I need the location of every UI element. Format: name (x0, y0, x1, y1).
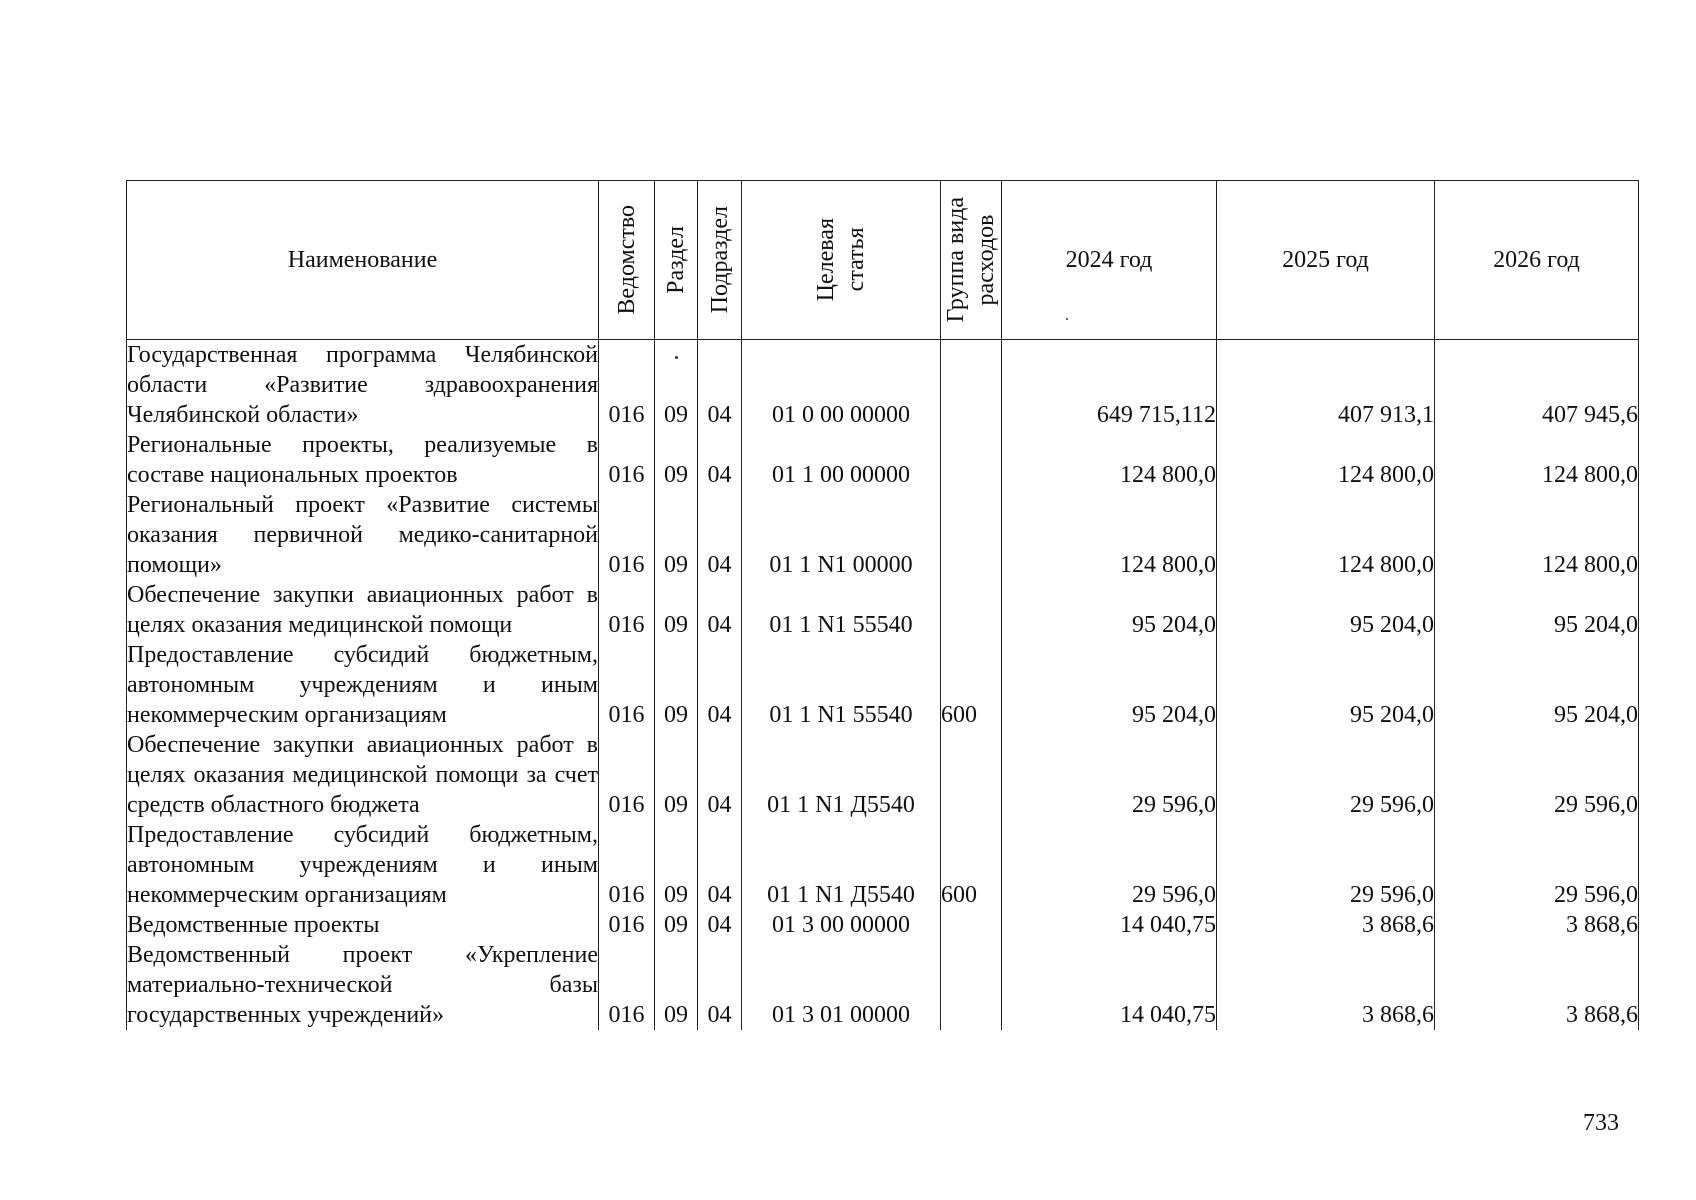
row-amount-2024: 14 040,75 (1002, 910, 1217, 940)
row-department: 016 (599, 640, 655, 730)
header-year-2024: 2024 год (1002, 181, 1217, 340)
row-target-article: 01 1 00 00000 (742, 430, 941, 490)
row-target-article: 01 3 00 00000 (742, 910, 941, 940)
row-name: Ведомственный проект «Укрепление материально-технической базы государственных учреждений» (127, 942, 598, 1028)
header-year-2025: 2025 год (1217, 181, 1435, 340)
row-target-article: 01 1 N1 00000 (742, 490, 941, 580)
header-department: Ведомство (599, 181, 655, 340)
row-section: 09 (655, 940, 698, 1030)
row-section: 09 (655, 820, 698, 910)
row-target-article: 01 1 N1 Д5540 (742, 730, 941, 820)
row-amount-2024: 95 204,0 (1002, 580, 1217, 640)
row-expense-group (941, 910, 1002, 940)
row-name: Обеспечение закупки авиационных работ в целях оказания медицинской помощи за счет средств областного бюджета (127, 732, 598, 818)
table-row (127, 910, 1639, 940)
row-amount-2025: 124 800,0 (1217, 430, 1435, 490)
row-subsection: 04 (698, 820, 742, 910)
row-target-article: 01 1 N1 Д5540 (742, 820, 941, 910)
row-department: 016 (599, 490, 655, 580)
row-amount-2026: 29 596,0 (1435, 730, 1639, 820)
row-subsection: 04 (698, 640, 742, 730)
row-name: Региональный проект «Развитие системы оказания первичной медико-санитарной помощи» (127, 492, 598, 578)
row-amount-2026: 124 800,0 (1435, 430, 1639, 490)
row-expense-group (941, 430, 1002, 490)
row-department: 016 (599, 730, 655, 820)
header-target-article: Целевая статья (742, 181, 941, 340)
row-expense-group (941, 580, 1002, 640)
row-section: 09 (655, 340, 698, 431)
row-subsection: 04 (698, 430, 742, 490)
row-target-article: 01 0 00 00000 (742, 340, 941, 431)
row-department: 016 (599, 820, 655, 910)
row-subsection: 04 (698, 910, 742, 940)
row-department: 016 (599, 340, 655, 431)
row-section: 09 (655, 730, 698, 820)
table-row (127, 490, 1639, 580)
row-amount-2024: 124 800,0 (1002, 430, 1217, 490)
row-expense-group: 600 (941, 820, 1002, 910)
row-section: 09 (655, 580, 698, 640)
row-amount-2026: 95 204,0 (1435, 580, 1639, 640)
row-amount-2025: 95 204,0 (1217, 640, 1435, 730)
row-section: 09 (655, 490, 698, 580)
row-amount-2026: 29 596,0 (1435, 820, 1639, 910)
table-row (127, 820, 1639, 910)
row-amount-2024: 649 715,112 (1002, 340, 1217, 431)
budget-table (126, 180, 1639, 1030)
row-amount-2026: 3 868,6 (1435, 940, 1639, 1030)
table-row (127, 940, 1639, 1030)
header-expense-group: Группа вида расходов (941, 181, 1002, 340)
row-target-article: 01 1 N1 55540 (742, 640, 941, 730)
row-subsection: 04 (698, 580, 742, 640)
row-subsection: 04 (698, 490, 742, 580)
header-section: Раздел (655, 181, 698, 340)
row-amount-2025: 3 868,6 (1217, 910, 1435, 940)
row-name: Региональные проекты, реализуемые в составе национальных проектов (127, 432, 598, 488)
header-row (127, 181, 1639, 340)
row-amount-2026: 407 945,6 (1435, 340, 1639, 431)
row-subsection: 04 (698, 340, 742, 431)
row-amount-2025: 407 913,1 (1217, 340, 1435, 431)
row-department: 016 (599, 940, 655, 1030)
row-amount-2025: 95 204,0 (1217, 580, 1435, 640)
row-amount-2024: 29 596,0 (1002, 820, 1217, 910)
row-name: Предоставление субсидий бюджетным, автономным учреждениям и иным некоммерческим организациям (127, 642, 598, 728)
row-expense-group (941, 730, 1002, 820)
row-amount-2024: 124 800,0 (1002, 490, 1217, 580)
row-target-article: 01 1 N1 55540 (742, 580, 941, 640)
row-amount-2026: 95 204,0 (1435, 640, 1639, 730)
row-amount-2024: 29 596,0 (1002, 730, 1217, 820)
row-department: 016 (599, 430, 655, 490)
scan-dot (1066, 318, 1068, 320)
row-amount-2024: 14 040,75 (1002, 940, 1217, 1030)
table-row (127, 580, 1639, 640)
row-name: Предоставление субсидий бюджетным, автономным учреждениям и иным некоммерческим организациям (127, 822, 598, 908)
row-section: 09 (655, 430, 698, 490)
table-row (127, 430, 1639, 490)
row-amount-2025: 124 800,0 (1217, 490, 1435, 580)
table-row (127, 640, 1639, 730)
row-amount-2025: 29 596,0 (1217, 820, 1435, 910)
row-expense-group: 600 (941, 640, 1002, 730)
header-name: Наименование (127, 181, 599, 340)
row-expense-group (941, 340, 1002, 431)
row-name: Ведомственные проекты (127, 910, 599, 940)
header-year-2026: 2026 год (1435, 181, 1639, 340)
row-section: 09 (655, 640, 698, 730)
row-section: 09 (655, 910, 698, 940)
header-subsection: Подраздел (698, 181, 742, 340)
row-amount-2025: 29 596,0 (1217, 730, 1435, 820)
row-department: 016 (599, 910, 655, 940)
scan-dot (675, 356, 678, 359)
row-amount-2026: 124 800,0 (1435, 490, 1639, 580)
table-row (127, 730, 1639, 820)
row-amount-2024: 95 204,0 (1002, 640, 1217, 730)
row-subsection: 04 (698, 940, 742, 1030)
row-name: Государственная программа Челябинской области «Развитие здравоохранения Челябинской области» (127, 340, 599, 431)
row-name: Обеспечение закупки авиационных работ в целях оказания медицинской помощи (127, 582, 598, 638)
table-body (127, 340, 1639, 1031)
row-amount-2025: 3 868,6 (1217, 940, 1435, 1030)
row-amount-2026: 3 868,6 (1435, 910, 1639, 940)
row-department: 016 (599, 580, 655, 640)
row-expense-group (941, 490, 1002, 580)
page-number: 733 (1583, 1110, 1619, 1136)
row-expense-group (941, 940, 1002, 1030)
row-target-article: 01 3 01 00000 (742, 940, 941, 1030)
table-row (127, 340, 1639, 431)
row-subsection: 04 (698, 730, 742, 820)
